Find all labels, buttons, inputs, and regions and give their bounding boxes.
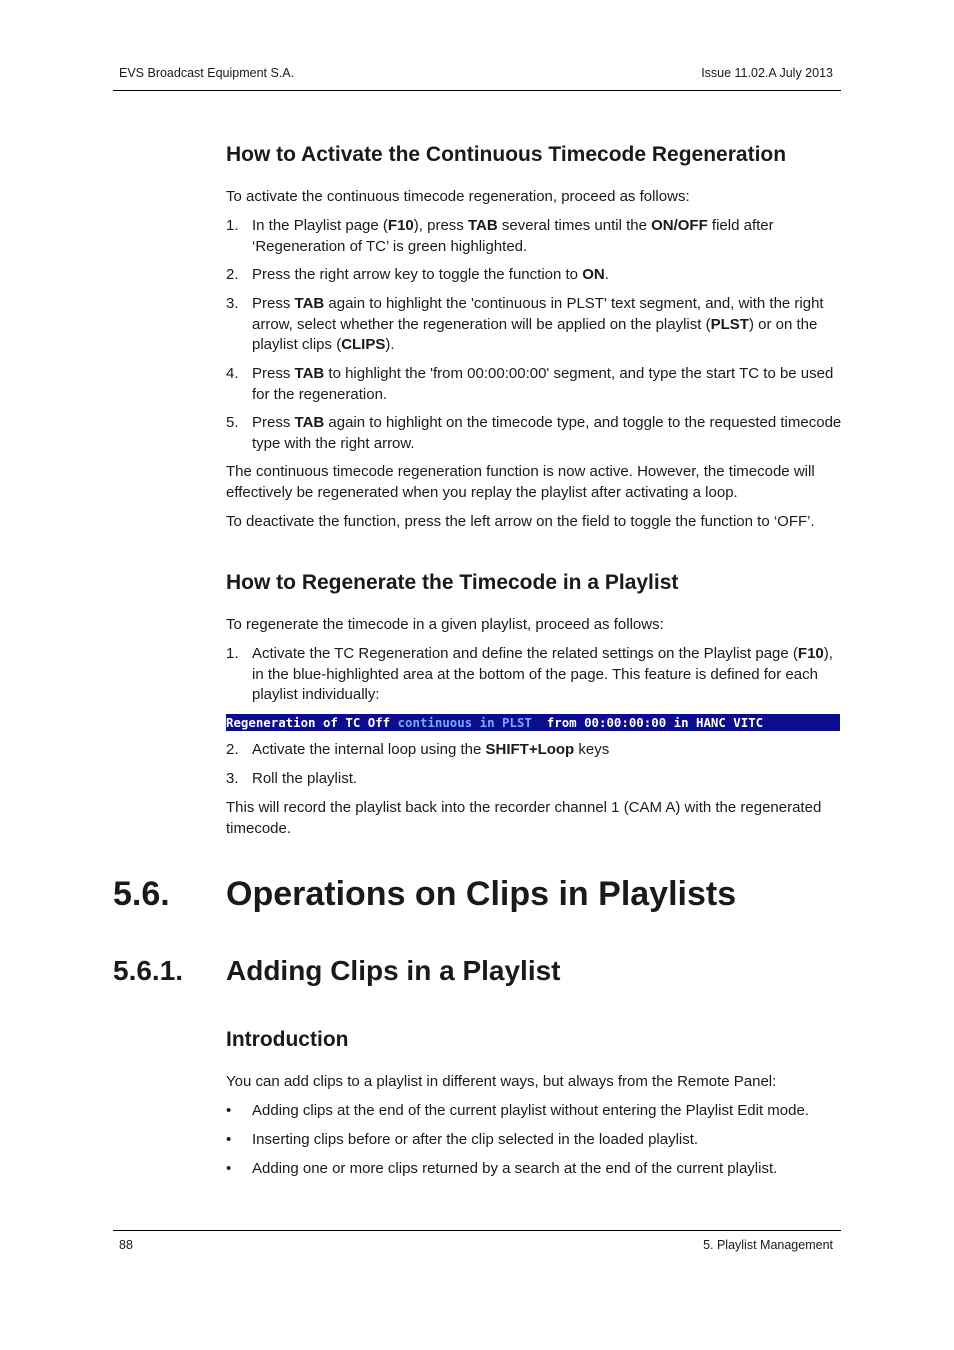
s1-paragraph-deactivate: To deactivate the function, press the left arrow on the field to toggle the function to ‘OFF’. [226, 513, 815, 530]
step-number: 3. [226, 295, 239, 312]
heading-introduction: Introduction [226, 1028, 349, 1051]
regen-onoff-field: Regeneration of TC Off [226, 715, 391, 730]
intro-paragraph: You can add clips to a playlist in different ways, but always from the Remote Panel: [226, 1073, 777, 1090]
bullet-marker: • [226, 1102, 232, 1119]
s2-step-3: 3. Roll the playlist. [226, 769, 842, 790]
s1-step-1: 1. In the Playlist page (F10), press TAB several times until the ON/OFF field after ‘Regeneration of TC’ is green highlighted. [226, 217, 774, 255]
tc-regeneration-settings-bar [226, 714, 840, 731]
regen-start-tc-field: from 00:00:00:00 in HANC VITC [531, 715, 764, 730]
s1-intro: To activate the continuous timecode regeneration, proceed as follows: [226, 188, 690, 205]
section-number-5-6-1: 5.6.1. [113, 955, 184, 986]
page-number: 88 [119, 1238, 133, 1252]
heading-activate-regeneration: How to Activate the Continuous Timecode Regeneration [226, 143, 787, 166]
s1-step-2: 2. Press the right arrow key to toggle the function to ON. [226, 265, 842, 286]
bullet-item: • Adding clips at the end of the current playlist without entering the Playlist Edit mode. [226, 1101, 842, 1122]
header-issue: Issue 11.02.A July 2013 [701, 66, 833, 80]
bullet-item: • Inserting clips before or after the clip selected in the loaded playlist. [226, 1130, 842, 1151]
header-rule [113, 90, 841, 91]
regen-scope-field: continuous in PLST [390, 715, 532, 730]
s1-step-5: 5. Press TAB again to highlight on the timecode type, and toggle to the requested timecode type with the right arrow. [226, 414, 842, 452]
step-number: 2. [226, 266, 239, 283]
s2-step-1: 1. Activate the TC Regeneration and define the related settings on the Playlist page (F10), in the blue-highlighted area at the bottom of the page. This feature is defined for each playlist individually: [226, 645, 833, 703]
footer-chapter: 5. Playlist Management [703, 1238, 833, 1252]
step-number: 2. [226, 741, 239, 758]
bullet-item: • Adding one or more clips returned by a search at the end of the current playlist. [226, 1159, 842, 1180]
step-number: 1. [226, 217, 239, 234]
header-company: EVS Broadcast Equipment S.A. [119, 66, 295, 80]
bullet-marker: • [226, 1131, 232, 1148]
footer-rule [113, 1230, 841, 1231]
heading-regenerate-timecode: How to Regenerate the Timecode in a Playlist [226, 571, 679, 594]
section-number-5-6: 5.6. [113, 875, 170, 913]
s1-step-3: 3. Press TAB again to highlight the 'continuous in PLST' text segment, and, with the right arrow, select whether the regeneration will be applied on the playlist (PLST) or on the playlist clips (CLIPS). [226, 295, 824, 353]
s1-step-4: 4. Press TAB to highlight the 'from 00:00:00:00' segment, and type the start TC to be used for the regeneration. [226, 365, 834, 403]
step-number: 1. [226, 645, 239, 662]
s2-step-2: 2. Activate the internal loop using the SHIFT+Loop keys [226, 740, 842, 761]
section-title-5-6: Operations on Clips in Playlists [226, 875, 737, 913]
step-number: 3. [226, 770, 239, 787]
step-number: 4. [226, 365, 239, 382]
s2-intro: To regenerate the timecode in a given playlist, proceed as follows: [226, 616, 664, 633]
s2-paragraph-record: This will record the playlist back into the recorder channel 1 (CAM A) with the regenerated timecode. [226, 799, 822, 837]
s1-paragraph-active: The continuous timecode regeneration function is now active. However, the timecode will effectively be regenerated when you replay the playlist after activating a loop. [226, 463, 815, 501]
section-title-5-6-1: Adding Clips in a Playlist [226, 955, 561, 986]
step-number: 5. [226, 414, 239, 431]
bullet-marker: • [226, 1160, 232, 1177]
